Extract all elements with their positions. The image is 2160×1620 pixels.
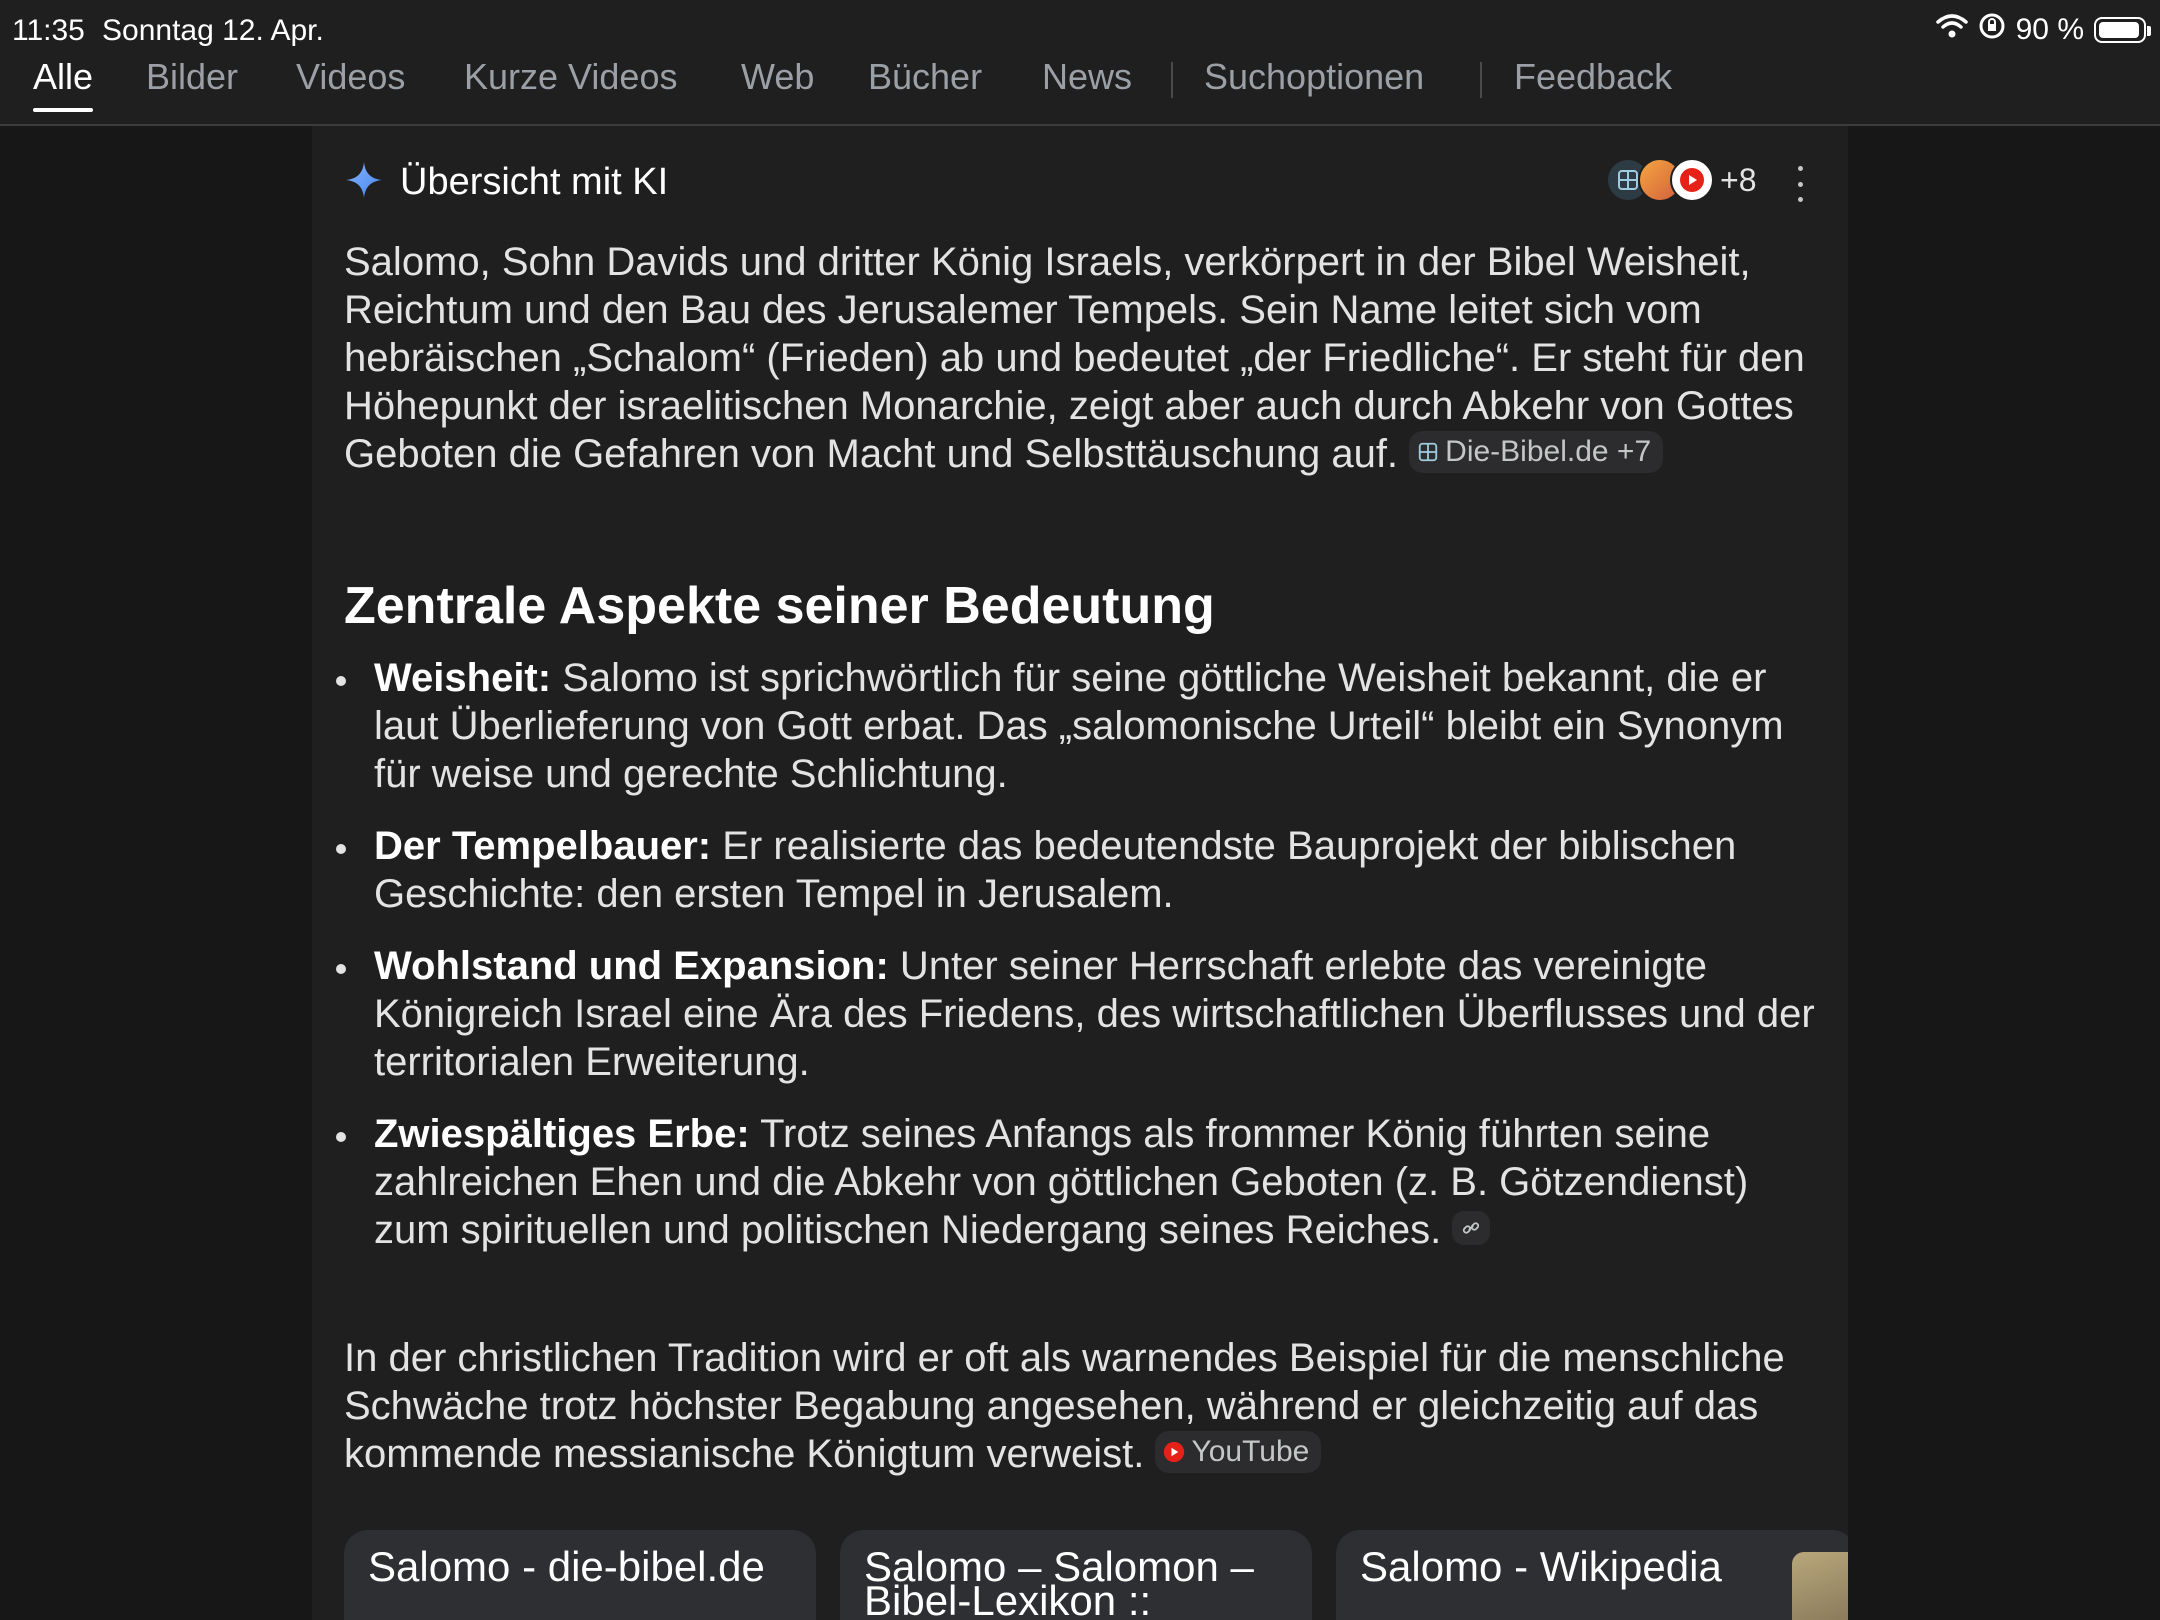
ai-overview-header <box>344 160 668 205</box>
source-chip-youtube[interactable] <box>1155 1431 1321 1473</box>
status-bar <box>0 0 2160 60</box>
ai-intro-text: Salomo, Sohn Davids und dritter König Israels, verkörpert in der Bibel Weisheit, Reichtum und den Bau des Jerusalemer Tempels. Sein Name leitet sich vom hebräischen „Schalom“ (Frieden) ab und bedeutet „der Friedliche“. Er steht für den Höhepunkt der israelitischen Monarchie, zeigt aber auch durch Abkehr von Gottes Geboten die Gefahren von Macht und Selbsttäuschung auf. <box>344 240 1805 476</box>
source-cards <box>344 1530 1848 1620</box>
bullet-text: Salomo ist sprichwörtlich für seine göttliche Weisheit bekannt, die er laut Überlieferung von Gott erbat. Das „salomonische Urteil“ bleibt ein Synonym für weise und gerechte Schlichtung. <box>374 656 1784 796</box>
search-tabs <box>0 52 2160 126</box>
die-bibel-icon <box>1417 441 1439 463</box>
rotation-lock-icon <box>1978 12 2006 48</box>
list-item <box>332 822 1822 918</box>
sources-more-count: +8 <box>1720 161 1757 198</box>
ai-closing-text: In der christlichen Tradition wird er oft als warnendes Beispiel für die menschliche Schwäche trotz höchster Begabung angesehen, während er gleichzeitig auf das kommende messianische Königtum verweist. <box>344 1336 1785 1476</box>
source-card[interactable] <box>344 1530 816 1620</box>
ai-intro-paragraph <box>344 238 1834 478</box>
tab-divider <box>1480 62 1482 98</box>
source-chip-label: Die-Bibel.de +7 <box>1445 435 1652 469</box>
bullet-term: Der Tempelbauer: <box>374 824 712 868</box>
sparkle-icon <box>344 160 384 205</box>
source-card-title: Salomo - Wikipedia <box>1360 1543 1722 1590</box>
wifi-icon <box>1936 13 1968 47</box>
list-item <box>332 942 1822 1086</box>
tab-news[interactable]: News <box>1042 56 1133 97</box>
list-item <box>332 654 1822 798</box>
bullet-text: Trotz seines Anfangs als frommer König führten seine zahlreichen Ehen und die Abkehr von göttlichen Geboten (z. B. Götzendienst) zum spirituellen und politischen Niedergang seines Reiches. <box>374 1112 1749 1252</box>
aspects-list <box>332 654 1822 1278</box>
source-card[interactable] <box>840 1530 1312 1620</box>
tab-bilder[interactable]: Bilder <box>146 56 239 97</box>
clock: 11:35 <box>12 14 85 47</box>
bullet-text: Er realisierte das bedeutendste Bauprojekt der biblischen Geschichte: den ersten Tempel in Jerusalem. <box>374 824 1737 916</box>
battery-percent: 90 % <box>2015 13 2084 46</box>
source-card-title: Salomo - die-bibel.de <box>368 1543 765 1590</box>
more-options-icon[interactable] <box>1790 166 1810 202</box>
tab-videos[interactable]: Videos <box>296 56 406 97</box>
tab-suchoptionen[interactable]: Suchoptionen <box>1204 56 1425 97</box>
date: Sonntag 12. Apr. <box>102 14 324 47</box>
source-chip-die-bibel[interactable] <box>1409 431 1663 473</box>
youtube-icon <box>1670 158 1714 202</box>
source-chip-label: YouTube <box>1191 1435 1310 1469</box>
bullet-text: Unter seiner Herrschaft erlebte das vereinigte Königreich Israel eine Ära des Friedens, des wirtschaftlichen Überflusses und der territorialen Erweiterung. <box>374 944 1815 1084</box>
ai-closing-paragraph <box>344 1334 1834 1478</box>
youtube-icon <box>1163 1441 1185 1463</box>
section-heading: Zentrale Aspekte seiner Bedeutung <box>344 577 1215 635</box>
tab-kurze-videos[interactable]: Kurze Videos <box>464 56 678 97</box>
tab-feedback[interactable]: Feedback <box>1514 56 1673 97</box>
tab-buecher[interactable]: Bücher <box>868 56 983 97</box>
tab-divider <box>1171 62 1173 98</box>
tab-web[interactable]: Web <box>741 56 815 97</box>
bullet-term: Weisheit: <box>374 656 552 700</box>
left-margin <box>0 126 312 1620</box>
source-card-title: Salomo – Salomon – Bibel-Lexikon :: <box>864 1543 1254 1620</box>
link-icon[interactable] <box>1452 1211 1490 1245</box>
list-item <box>332 1110 1822 1254</box>
bullet-term: Zwiespältiges Erbe: <box>374 1112 750 1156</box>
right-margin <box>1848 126 2160 1620</box>
ai-overview <box>312 126 1848 1620</box>
ai-overview-title: Übersicht mit KI <box>400 161 669 203</box>
bullet-term: Wohlstand und Expansion: <box>374 944 889 988</box>
tab-alle[interactable]: Alle <box>33 56 94 97</box>
status-icons <box>1936 12 2146 48</box>
battery-icon <box>2094 17 2146 43</box>
source-avatars[interactable] <box>1606 158 1756 202</box>
source-card[interactable] <box>1336 1530 1848 1620</box>
source-card-thumbnail <box>1792 1552 1848 1620</box>
